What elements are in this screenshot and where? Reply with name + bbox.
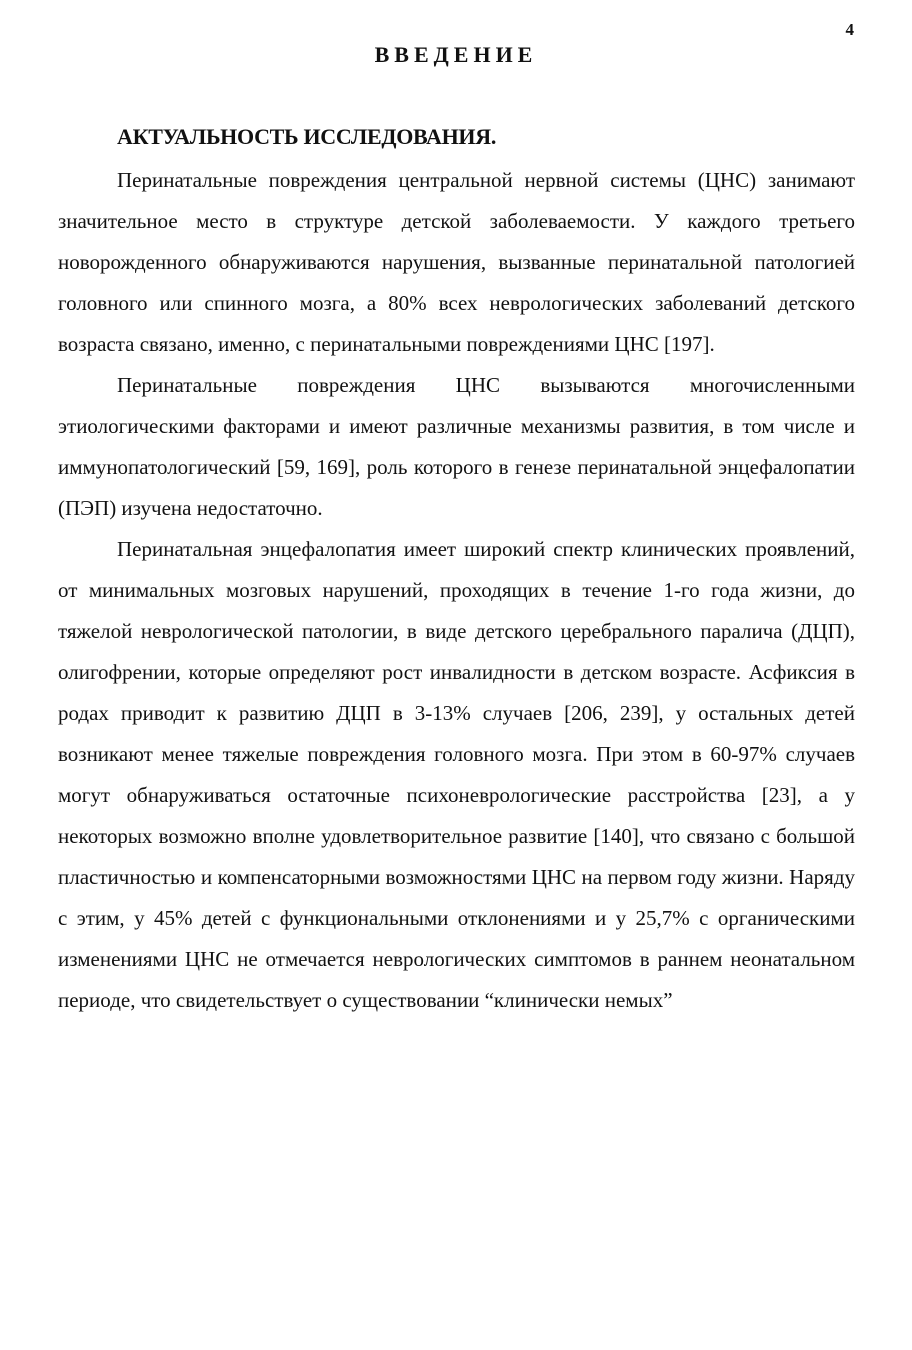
- section-heading: АКТУАЛЬНОСТЬ ИССЛЕДОВАНИЯ.: [117, 124, 497, 149]
- paragraph-2: Перинатальные повреждения ЦНС вызываются многочисленными этиологическими факторами и имеют различные механизмы развития, в том числе и иммунопатологический [59, 169], роль которого в генезе перинатальной энцефалопатии (ПЭП) изучена недостаточно.: [58, 373, 855, 520]
- body-text: [58, 160, 855, 1021]
- paragraph-1: Перинатальные повреждения центральной нервной системы (ЦНС) занимают значительное место в структуре детской заболеваемости. У каждого третьего новорожденного обнаруживаются нарушения, вызванные перинатальной патологией головного или спинного мозга, а 80% всех неврологических заболеваний детского возраста связано, именно, с перинатальными повреждениями ЦНС [197].: [58, 168, 855, 356]
- paragraph-3: Перинатальная энцефалопатия имеет широкий спектр клинических проявлений, от минимальных мозговых нарушений, проходящих в течение 1-го года жизни, до тяжелой неврологической патологии, в виде детского церебрального паралича (ДЦП), олигофрении, которые определяют рост инвалидности в детском возрасте. Асфиксия в родах приводит к развитию ДЦП в 3-13% случаев [206, 239], у остальных детей возникают менее тяжелые повреждения головного мозга. При этом в 60-97% случаев могут обнаруживаться остаточные психоневрологические расстройства [23], а у некоторых возможно вполне удовлетворительное развитие [140], что связано с большой пластичностью и компенсаторными возможностями ЦНС на первом году жизни. Наряду с этим, у 45% детей с функциональными отклонениями и у 25,7% с органическими изменениями ЦНС не отмечается неврологических симптомов в раннем неонатальном периоде, что свидетельствует о существовании “клинически немых”: [58, 537, 855, 1012]
- page-title: ВВЕДЕНИЕ: [374, 42, 538, 67]
- page-number: 4: [845, 20, 854, 39]
